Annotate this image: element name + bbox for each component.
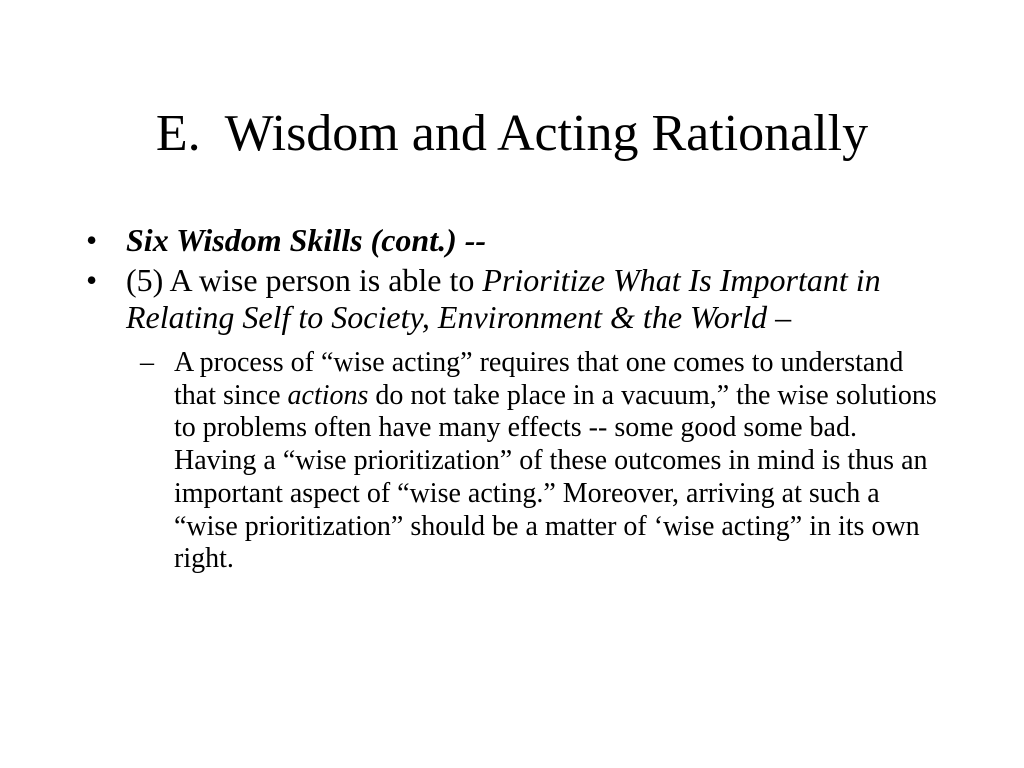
bullet-dot-icon: • bbox=[86, 262, 98, 298]
title-text: Wisdom and Acting Rationally bbox=[224, 105, 869, 162]
bullet-list bbox=[78, 222, 948, 579]
sub-bullet-emphasis: actions bbox=[287, 379, 369, 411]
bullet-emphasis: Prioritize What Is Important in Relating Self to Society, Environment & the World – bbox=[126, 262, 881, 335]
bullet-dot-icon: • bbox=[86, 222, 98, 258]
sub-bullet-text-part1: A process of “wise acting” requires that one comes to understand that since bbox=[174, 347, 904, 411]
sub-bullet-text-part2: do not take place in a vacuum,” the wise solutions to problems often have many effects -- some good some bad. Having a “wise prioritization” of these outcomes in mind is thus an important aspect of “wise acting.” Moreover, arriving at such a “wise prioritization” should be a matter of ‘wise acting” in its own right. bbox=[174, 379, 937, 575]
slide-title bbox=[0, 104, 1024, 164]
dash-icon: – bbox=[140, 347, 154, 378]
bullet-heading: Six Wisdom Skills (cont.) -- bbox=[126, 222, 487, 258]
bullet-item bbox=[78, 262, 948, 576]
bullet-text: (5) A wise person is able to bbox=[126, 262, 483, 298]
sub-bullet bbox=[140, 347, 944, 576]
title-section-letter: E. bbox=[155, 105, 201, 162]
bullet-item bbox=[78, 222, 948, 259]
